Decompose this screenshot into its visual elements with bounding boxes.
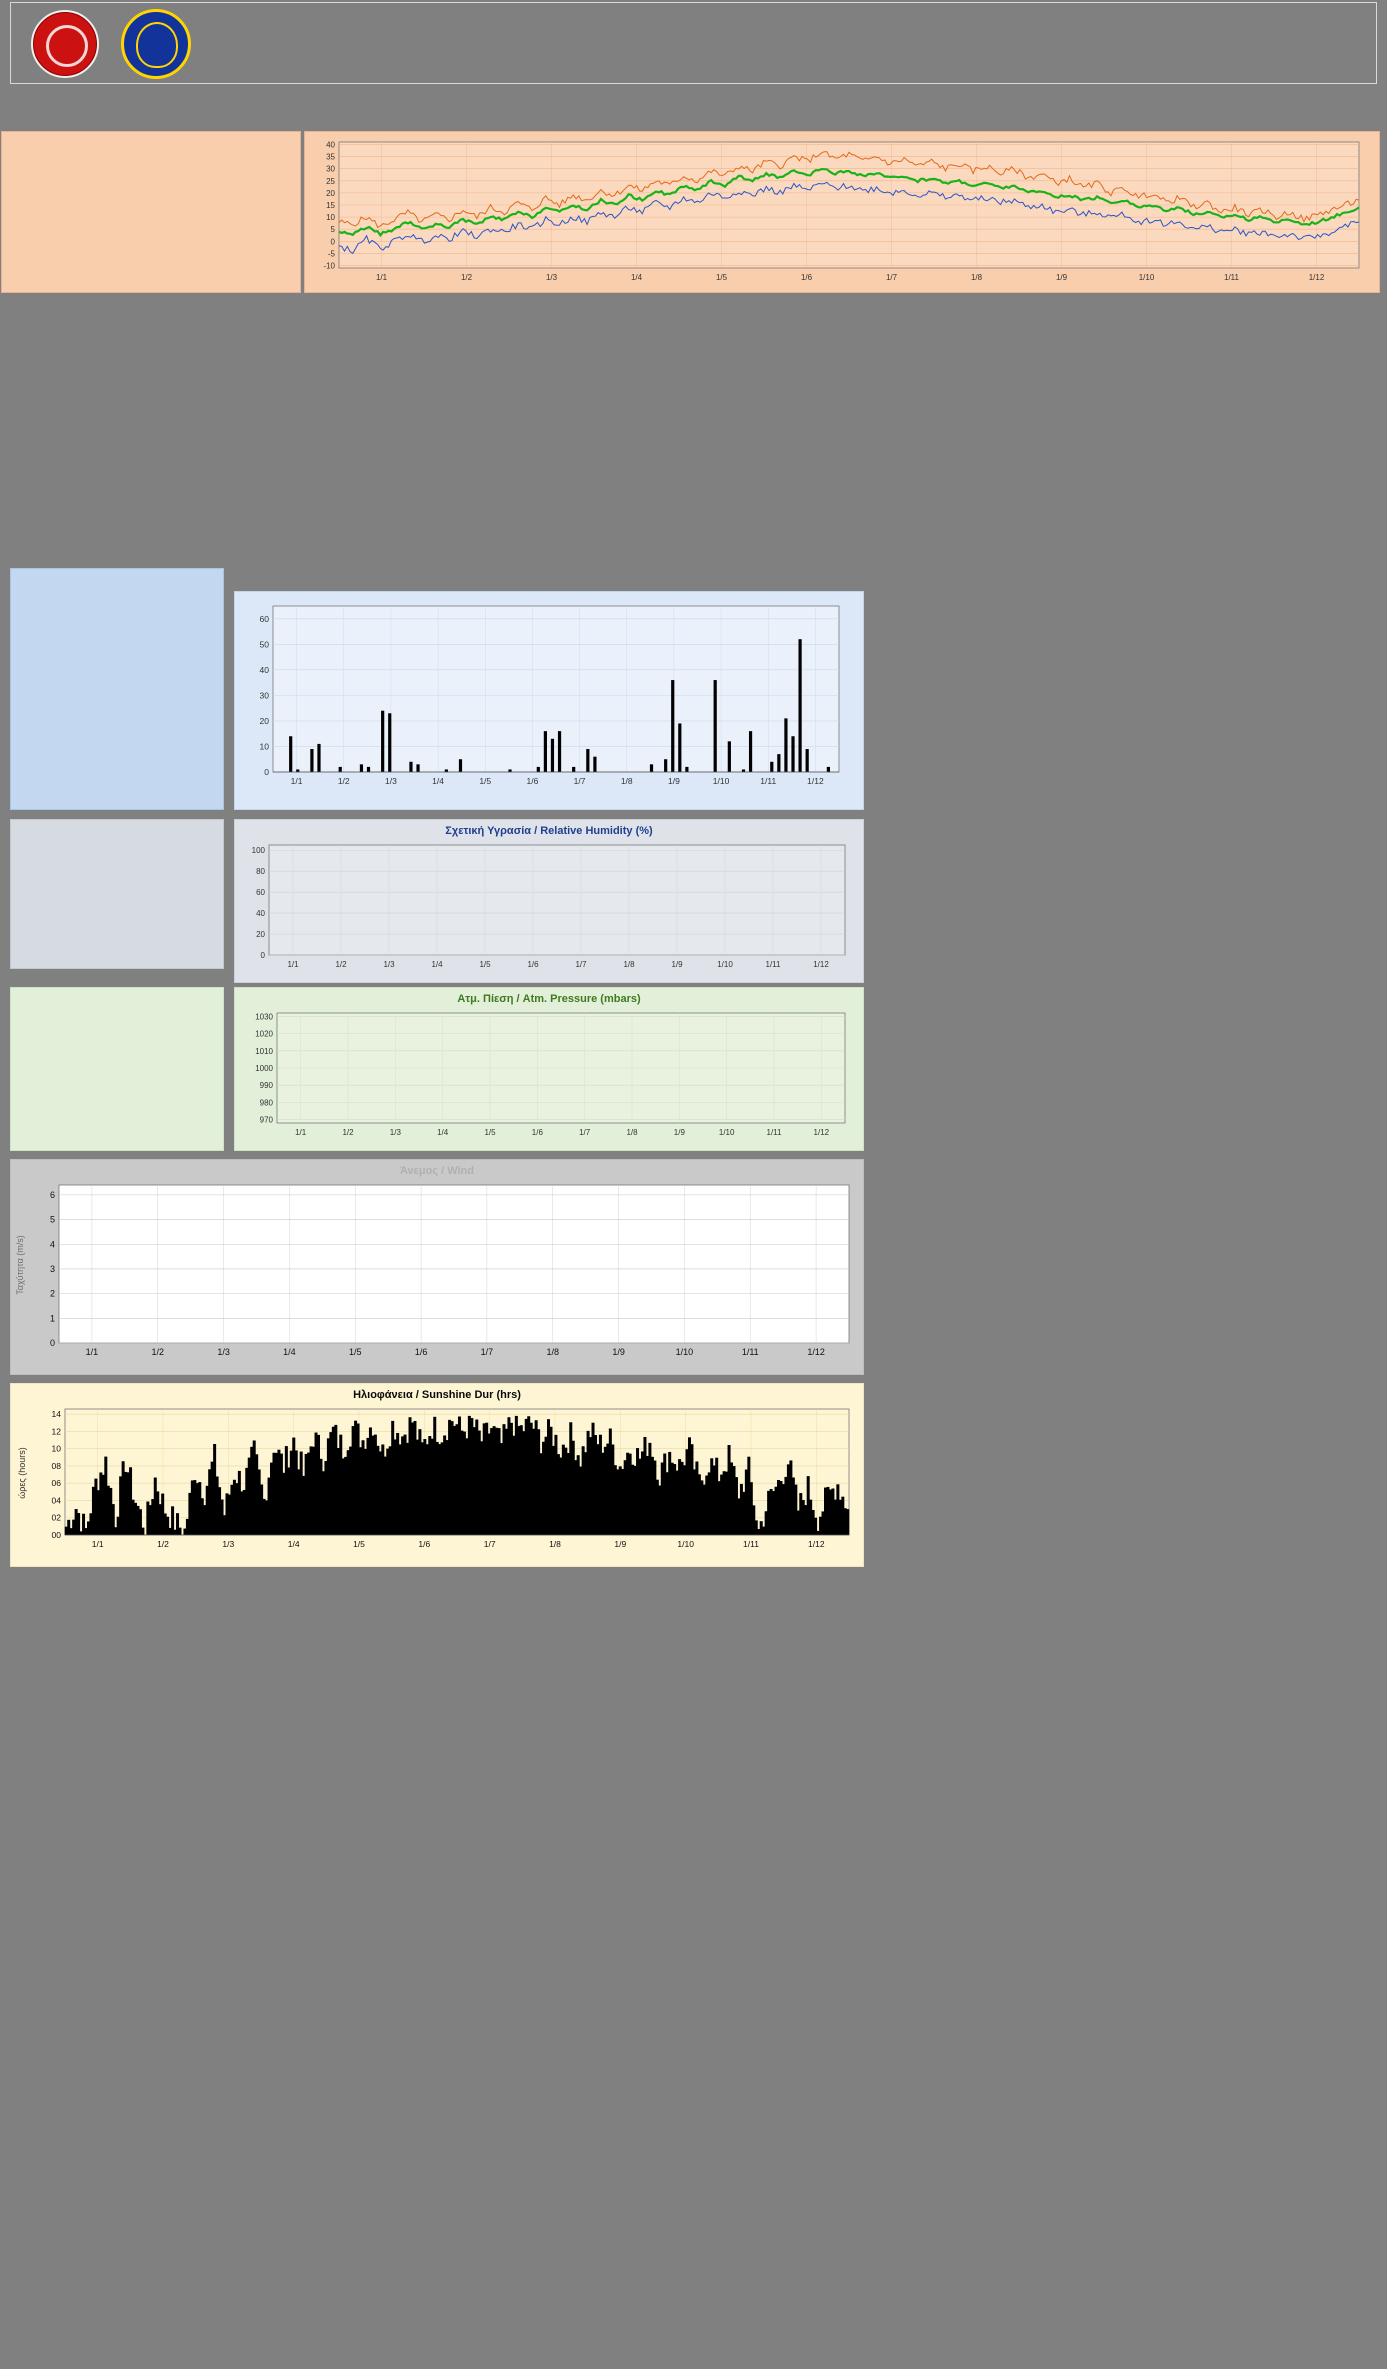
svg-text:1/6: 1/6 bbox=[414, 1347, 428, 1357]
svg-text:04: 04 bbox=[51, 1495, 61, 1506]
svg-text:1/2: 1/2 bbox=[335, 960, 347, 969]
svg-text:1/2: 1/2 bbox=[460, 273, 473, 282]
svg-text:10: 10 bbox=[259, 741, 269, 752]
svg-text:1/11: 1/11 bbox=[760, 776, 777, 786]
svg-text:1/5: 1/5 bbox=[715, 273, 728, 282]
svg-text:12: 12 bbox=[51, 1426, 61, 1437]
svg-text:980: 980 bbox=[259, 1098, 273, 1108]
logo-group bbox=[31, 9, 191, 79]
svg-text:0: 0 bbox=[330, 237, 335, 247]
svg-text:1/2: 1/2 bbox=[157, 1539, 169, 1549]
svg-text:1/7: 1/7 bbox=[885, 273, 898, 282]
pressure-info-box bbox=[10, 987, 224, 1151]
svg-text:1/2: 1/2 bbox=[342, 1128, 354, 1137]
svg-text:1/3: 1/3 bbox=[389, 1128, 401, 1137]
svg-text:02: 02 bbox=[51, 1512, 61, 1523]
svg-text:14: 14 bbox=[51, 1409, 61, 1420]
svg-text:0: 0 bbox=[264, 767, 269, 777]
svg-text:1/12: 1/12 bbox=[813, 960, 829, 969]
pressure-chart bbox=[234, 987, 864, 1151]
svg-text:1030: 1030 bbox=[255, 1012, 273, 1022]
svg-text:40: 40 bbox=[256, 909, 265, 919]
svg-text:1/5: 1/5 bbox=[479, 776, 492, 786]
svg-text:970: 970 bbox=[259, 1115, 273, 1125]
sunshine-chart bbox=[10, 1383, 864, 1567]
svg-text:1/3: 1/3 bbox=[545, 273, 558, 282]
rain-chart bbox=[234, 591, 864, 810]
svg-text:4: 4 bbox=[49, 1239, 55, 1250]
svg-text:1/10: 1/10 bbox=[718, 1128, 735, 1137]
svg-text:10: 10 bbox=[51, 1443, 61, 1454]
svg-text:100: 100 bbox=[251, 846, 265, 856]
svg-text:1/5: 1/5 bbox=[348, 1347, 362, 1357]
svg-text:1/2: 1/2 bbox=[151, 1347, 165, 1357]
svg-text:1/9: 1/9 bbox=[671, 960, 683, 969]
svg-text:1/1: 1/1 bbox=[91, 1539, 104, 1549]
svg-text:1/12: 1/12 bbox=[1308, 273, 1325, 282]
svg-text:1/12: 1/12 bbox=[807, 776, 824, 786]
svg-text:1/7: 1/7 bbox=[480, 1347, 494, 1357]
svg-text:1: 1 bbox=[49, 1313, 55, 1324]
svg-text:1/1: 1/1 bbox=[287, 960, 299, 969]
svg-text:1/8: 1/8 bbox=[620, 776, 633, 786]
svg-text:1020: 1020 bbox=[255, 1029, 273, 1039]
svg-text:80: 80 bbox=[256, 867, 265, 877]
svg-text:60: 60 bbox=[259, 613, 269, 624]
svg-text:06: 06 bbox=[51, 1478, 61, 1489]
svg-text:6: 6 bbox=[49, 1189, 55, 1200]
svg-text:35: 35 bbox=[326, 152, 335, 162]
svg-text:15: 15 bbox=[326, 201, 335, 210]
svg-text:1/10: 1/10 bbox=[675, 1347, 694, 1357]
svg-text:1/6: 1/6 bbox=[527, 960, 539, 969]
svg-text:1/1: 1/1 bbox=[85, 1347, 99, 1357]
svg-text:30: 30 bbox=[259, 690, 269, 701]
svg-text:1/5: 1/5 bbox=[353, 1539, 365, 1549]
rain-info-box bbox=[10, 568, 224, 810]
svg-text:1/9: 1/9 bbox=[1055, 273, 1068, 282]
svg-text:1/10: 1/10 bbox=[1138, 273, 1155, 282]
svg-text:08: 08 bbox=[51, 1460, 61, 1471]
svg-text:1/4: 1/4 bbox=[431, 960, 443, 969]
svg-text:1/11: 1/11 bbox=[1224, 273, 1239, 282]
svg-text:0: 0 bbox=[49, 1338, 55, 1348]
svg-text:5: 5 bbox=[49, 1214, 55, 1225]
svg-text:1/7: 1/7 bbox=[573, 776, 586, 786]
svg-text:1/12: 1/12 bbox=[807, 1347, 825, 1357]
svg-text:1/3: 1/3 bbox=[222, 1539, 235, 1549]
page-header bbox=[10, 2, 1377, 84]
pressure-chart-title: Ατμ. Πίεση / Atm. Pressure (mbars) bbox=[457, 993, 641, 1005]
svg-text:1/11: 1/11 bbox=[765, 960, 781, 969]
svg-text:1/12: 1/12 bbox=[813, 1128, 830, 1137]
svg-text:990: 990 bbox=[259, 1081, 273, 1091]
sunshine-chart-title: Ηλιοφάνεια / Sunshine Dur (hrs) bbox=[353, 1389, 521, 1401]
svg-text:1/6: 1/6 bbox=[800, 273, 813, 282]
svg-text:1/7: 1/7 bbox=[483, 1539, 496, 1549]
svg-text:1/8: 1/8 bbox=[549, 1539, 561, 1549]
svg-text:1/8: 1/8 bbox=[970, 273, 983, 282]
svg-text:1/11: 1/11 bbox=[741, 1347, 759, 1357]
svg-text:1/7: 1/7 bbox=[575, 960, 587, 969]
svg-text:30: 30 bbox=[326, 164, 335, 174]
svg-text:40: 40 bbox=[326, 140, 335, 150]
svg-text:1/9: 1/9 bbox=[612, 1347, 625, 1357]
svg-text:1/4: 1/4 bbox=[283, 1347, 296, 1357]
svg-text:1/4: 1/4 bbox=[437, 1128, 449, 1137]
temperature-info-box bbox=[1, 131, 301, 293]
svg-text:1/5: 1/5 bbox=[479, 960, 491, 969]
svg-text:ώρες (hours): ώρες (hours) bbox=[17, 1447, 27, 1499]
svg-text:1/3: 1/3 bbox=[385, 776, 397, 786]
svg-text:1/10: 1/10 bbox=[712, 776, 730, 786]
svg-text:1/1: 1/1 bbox=[295, 1128, 307, 1137]
svg-text:1/11: 1/11 bbox=[766, 1128, 782, 1137]
svg-text:1/8: 1/8 bbox=[623, 960, 635, 969]
department-seal-icon bbox=[121, 9, 191, 79]
svg-text:1/1: 1/1 bbox=[375, 273, 388, 282]
svg-text:1/6: 1/6 bbox=[531, 1128, 543, 1137]
svg-text:20: 20 bbox=[259, 715, 269, 726]
svg-text:1/6: 1/6 bbox=[526, 776, 539, 786]
wind-chart-title: Άνεμος / Wind bbox=[400, 1165, 474, 1177]
svg-text:-10: -10 bbox=[323, 261, 335, 271]
svg-text:1/12: 1/12 bbox=[808, 1539, 825, 1549]
svg-text:1/9: 1/9 bbox=[668, 776, 680, 786]
svg-text:1/10: 1/10 bbox=[717, 960, 733, 969]
svg-text:60: 60 bbox=[256, 888, 265, 898]
svg-text:10: 10 bbox=[326, 213, 335, 223]
svg-text:20: 20 bbox=[326, 188, 335, 198]
svg-text:1/7: 1/7 bbox=[579, 1128, 591, 1137]
humidity-chart bbox=[234, 819, 864, 983]
svg-text:1010: 1010 bbox=[255, 1046, 273, 1056]
svg-text:1/8: 1/8 bbox=[626, 1128, 638, 1137]
svg-text:2: 2 bbox=[49, 1288, 55, 1299]
svg-text:1/5: 1/5 bbox=[484, 1128, 496, 1137]
svg-text:Ταχύτητα (m/s): Ταχύτητα (m/s) bbox=[15, 1235, 25, 1295]
svg-text:1/3: 1/3 bbox=[383, 960, 395, 969]
humidity-chart-title: Σχετική Υγρασία / Relative Humidity (%) bbox=[445, 825, 653, 837]
svg-text:1/3: 1/3 bbox=[217, 1347, 230, 1357]
svg-text:1/2: 1/2 bbox=[337, 776, 350, 786]
svg-text:1/1: 1/1 bbox=[290, 776, 303, 786]
temperature-chart bbox=[304, 131, 1380, 293]
svg-text:50: 50 bbox=[259, 639, 269, 650]
university-seal-icon bbox=[31, 10, 99, 78]
svg-text:1/8: 1/8 bbox=[546, 1347, 560, 1357]
svg-text:40: 40 bbox=[259, 664, 269, 675]
humidity-info-box bbox=[10, 819, 224, 969]
svg-text:1000: 1000 bbox=[255, 1064, 273, 1073]
svg-text:-5: -5 bbox=[327, 249, 335, 259]
svg-text:1/9: 1/9 bbox=[673, 1128, 685, 1137]
svg-text:1/9: 1/9 bbox=[614, 1539, 627, 1549]
svg-text:00: 00 bbox=[51, 1530, 61, 1540]
svg-text:1/10: 1/10 bbox=[677, 1539, 694, 1549]
svg-text:5: 5 bbox=[330, 225, 335, 235]
svg-text:1/4: 1/4 bbox=[287, 1539, 300, 1549]
svg-text:3: 3 bbox=[49, 1263, 55, 1274]
svg-text:0: 0 bbox=[260, 951, 265, 960]
svg-text:1/4: 1/4 bbox=[432, 776, 444, 786]
svg-text:1/11: 1/11 bbox=[743, 1539, 759, 1549]
wind-chart bbox=[10, 1159, 864, 1375]
svg-text:1/4: 1/4 bbox=[630, 273, 643, 282]
svg-text:1/6: 1/6 bbox=[418, 1539, 431, 1549]
svg-text:25: 25 bbox=[326, 176, 335, 186]
svg-text:20: 20 bbox=[256, 930, 265, 940]
